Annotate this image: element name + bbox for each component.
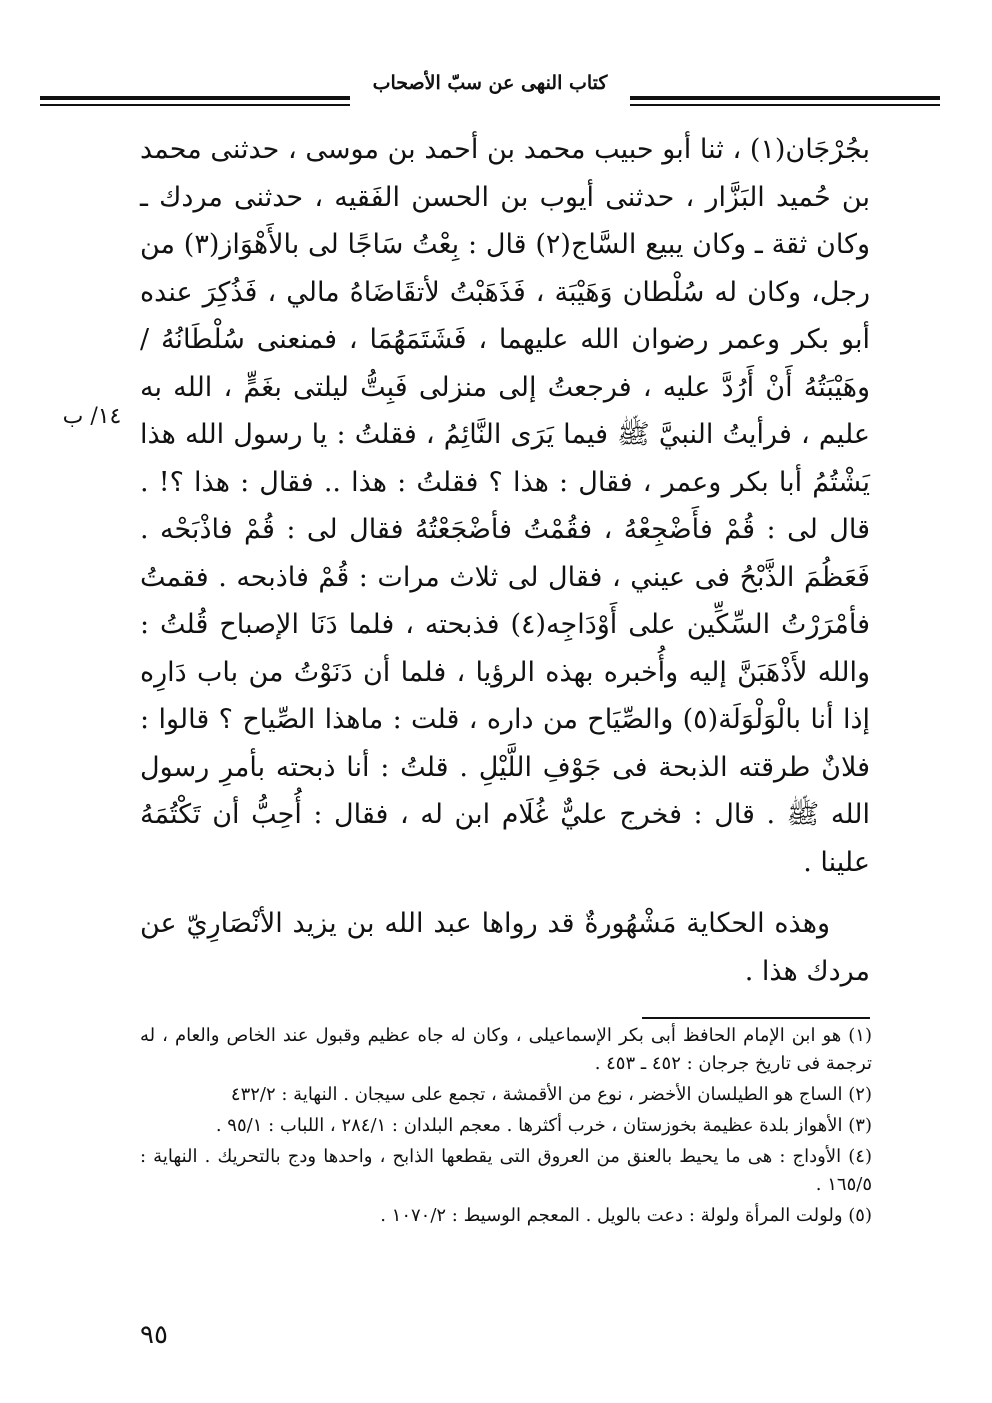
- header-title: كتاب النهى عن سبّ الأصحاب: [372, 72, 608, 94]
- manuscript-folio-note: ١٤/ ب: [62, 404, 122, 429]
- narration-paragraph: بجُرْجَان(١) ، ثنا أبو حبيب محمد بن أحمد بن موسى ، حدثنى محمد بن حُميد البَزَّار ، حدثنى أيوب بن الحسن الفَقيه ، حدثنى مردك ـ وكان ثقة ـ وكان يبيع السَّاج(٢) قال : بِعْتُ سَاجًا لى بالأَهْوَاز(٣) من رجل، وكان له سُلْطان وَهَيْبَة ، فَذَهَبْتُ لأتقَاضَاهُ مالي ، فَذُكِرَ عنده أبو بكر وعمر رضوان الله عليهما ، فَشَتَمَهُمَا ، فمنعنى سُلْطَانُهُ / وهَيْبَتُهُ أَنْ أَرُدَّ عليه ، فرجعتُ إلى منزلى فَبِتُّ ليلتى بغَمٍّ ، الله به عليم ، فرأيتُ النبيَّ ﷺ فيما يَرَى النَّائِمُ ، فقلتُ : يا رسول الله هذا يَشْتُمُ أبا بكر وعمر ، فقال : هذا ؟ فقلتُ : هذا .. فقال : هذا ؟! . قال لى : قُمْ فأَضْجِعْهُ ، فقُمْتُ فأضْجَعْتُهُ فقال لى : قُمْ فاذْبَحْه . فَعَظُمَ الذَّبْحُ فى عيني ، فقال لى ثلاث مرات : قُمْ فاذبحه . فقمتُ فأمْرَرْتُ السِّكِّين على أَوْدَاجِه(٤) فذبحته ، فلما دَنَا الإصباح قُلتُ : والله لأَذْهَبَنَّ إليه وأُخبره بهذه الرؤيا ، فلما أن دَنَوْتُ من باب دَارِه إذا أنا بالْوَلْوَلَة(٥) والصِّيَاح من داره ، قلت : ماهذا الصِّياح ؟ قالوا : فلانٌ طرقته الذبحة فى جَوْفِ اللَّيْلِ . قلتُ : أنا ذبحته بأمرِ رسول الله ﷺ . قال : فخرج عليٌّ غُلَام ابن له ، فقال : أُحِبُّ أن تَكْتُمَهُ علينا .: [140, 134, 871, 878]
- page-number: ٩٥: [140, 1320, 168, 1350]
- main-text: [140, 126, 870, 995]
- running-header: [40, 70, 940, 110]
- footnote-3: (٣) الأهواز بلدة عظيمة بخوزستان ، خرب أكثرها . معجم البلدان : ٢٨٤/١ ، اللباب : ٩٥/١ .: [215, 1115, 872, 1136]
- footnote-4: (٤) الأوداج : هى ما يحيط بالعنق من العروق التى يقطعها الذابح ، واحدها ودج بالتحريك . النهاية : ١٦٥/٥ .: [140, 1146, 872, 1195]
- footnote-1: (١) هو ابن الإمام الحافظ أبى بكر الإسماعيلى ، وكان له جاه عظيم وقبول عند الخاص والعام ، له ترجمة فى تاريخ جرجان : ٤٥٢ ـ ٤٥٣ .: [140, 1025, 872, 1074]
- footnote-separator: [642, 1017, 870, 1019]
- footnote-2: (٢) الساج هو الطيلسان الأخضر ، نوع من الأقمشة ، تجمع على سيجان . النهاية : ٤٣٢/٢: [230, 1084, 872, 1105]
- header-rule-right: [630, 96, 940, 106]
- closing-paragraph: وهذه الحكاية مَشْهُورةٌ قد رواها عبد الله بن يزيد الأنْصَارِيّ عن مردك هذا .: [140, 908, 870, 987]
- footnote-5: (٥) ولولت المرأة ولولة : دعت بالويل . المعجم الوسيط : ١٠٧٠/٢ .: [380, 1205, 872, 1226]
- header-rule-left: [40, 96, 350, 106]
- footnotes: [140, 1022, 872, 1233]
